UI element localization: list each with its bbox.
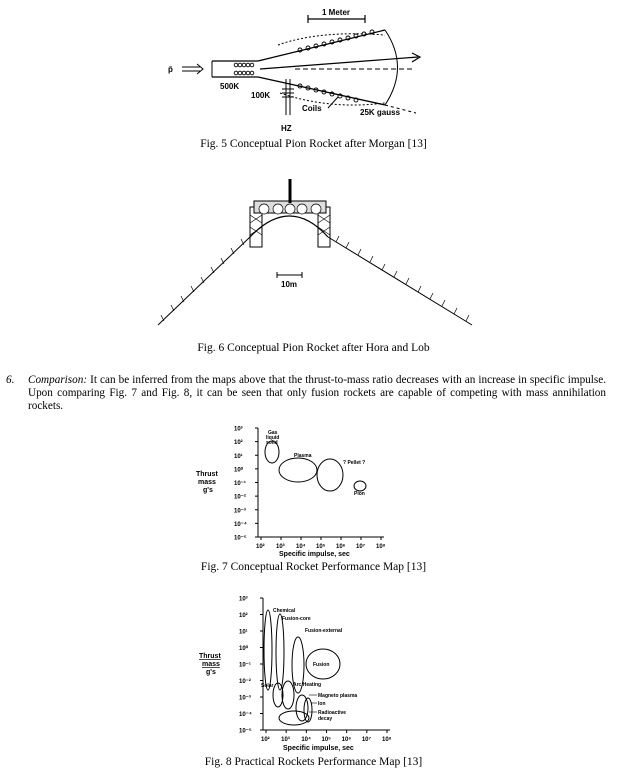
fig8-ytick-label: 10³ xyxy=(239,596,248,603)
fig7-caption: Fig. 7 Conceptual Rocket Performance Map [13] xyxy=(200,561,427,573)
fig7-xtick-label: 10³ xyxy=(276,544,285,550)
fig7-xtick-label: 10⁶ xyxy=(336,544,346,550)
fig7-region-pion xyxy=(354,481,366,491)
fig8-label-radioactive-2: decay xyxy=(318,716,333,722)
fig8-ytick-label: 10⁻² xyxy=(239,679,251,685)
fig7-ytick-label: 10⁻² xyxy=(234,494,246,501)
fig8-label-ion: Ion xyxy=(318,701,326,707)
fig6-diagram xyxy=(150,175,480,330)
fig8-label-solar: Solar xyxy=(261,683,274,689)
fig8-xtick-label: 10² xyxy=(261,737,270,743)
fig8-xtick-label: 10⁸ xyxy=(382,737,392,743)
fig8-ytick-label: 10⁰ xyxy=(239,646,249,652)
fig8-ytick-label: 10⁻¹ xyxy=(239,662,251,669)
fig7-region-pellet xyxy=(317,459,343,491)
fig7-xtick-label: 10⁴ xyxy=(296,544,306,550)
fig7-ytick-label: 10¹ xyxy=(234,453,243,460)
fig7-ytick-label: 10⁻³ xyxy=(234,508,246,515)
fig7-label-liquid: liquid xyxy=(266,435,280,441)
fig7-xtick-label: 10² xyxy=(256,544,265,550)
fig7-ylabel-2: mass xyxy=(198,479,216,486)
fig8-ytick-label: 10¹ xyxy=(239,629,248,636)
fig7-ytick-label: 10⁻¹ xyxy=(234,481,246,487)
fig7-xlabel: Specific impulse, sec xyxy=(279,551,350,558)
fig8-xtick-label: 10⁴ xyxy=(301,737,311,743)
fig8-ytick-label: 10⁻⁴ xyxy=(239,712,252,718)
fig8-ylabel-2: mass xyxy=(202,661,220,668)
fig8-label-radioactive-1: Radioactive xyxy=(318,710,347,716)
fig8-xtick-label: 10⁶ xyxy=(341,737,352,743)
fig5-scale-label: 1 Meter xyxy=(322,8,351,17)
fig7-ylabel-1: Thrust xyxy=(196,471,218,478)
fig8-region-chemical xyxy=(264,610,272,690)
fig8-xtick-label: 10⁷ xyxy=(361,737,371,743)
fig8-ytick-label: 10² xyxy=(239,613,248,619)
fig5-diagram xyxy=(160,5,460,135)
fig7-ytick-label: 10³ xyxy=(234,426,243,433)
fig8-label-fusion-core: Fusion-core xyxy=(282,616,311,622)
fig8-ytick-label: 10⁻³ xyxy=(239,695,251,702)
fig5-100k-label: 100K xyxy=(251,91,271,100)
fig7-xtick-label: 10⁷ xyxy=(356,544,366,550)
fig5-hz-label: HZ xyxy=(281,124,292,133)
fig6-scale-label: 10m xyxy=(281,280,298,289)
fig6-caption: Fig. 6 Conceptual Pion Rocket after Hora and Lob xyxy=(197,342,430,354)
fig8-ylabel-3: g's xyxy=(206,669,216,676)
fig8-label-fusion-external: Fusion-external xyxy=(305,628,343,634)
fig8-xtick-label: 10⁵ xyxy=(321,737,331,743)
fig7-xtick-label: 10⁸ xyxy=(376,544,386,550)
fig8-xlabel: Specific impulse, sec xyxy=(283,745,354,752)
fig8-ytick-label: 10⁻⁵ xyxy=(239,728,252,735)
fig8-chart xyxy=(190,590,405,755)
fig5-coils-label: Coils xyxy=(302,104,322,113)
fig8-ylabel-1: Thrust xyxy=(199,653,221,660)
fig8-label-arc: Arc Heating xyxy=(293,682,322,688)
fig5-caption: Fig. 5 Conceptual Pion Rocket after Morgan [13] xyxy=(200,138,427,150)
fig8-label-fusion: Fusion xyxy=(313,662,330,668)
fig7-label-pellet: ? Pellet ? xyxy=(343,460,366,466)
comparison-number: 6. xyxy=(6,374,15,386)
comparison-text: It can be inferred from the maps above that the thrust-to-mass ratio decreases with an increase in specific impulse. Upon comparing Fig. 7 and Fig. 8, it can be seen that only fusion rockets are capable of competing with mass annihilation rockets. xyxy=(28,374,606,412)
fig5-500k-label: 500K xyxy=(220,82,240,91)
fig7-ytick-label: 10² xyxy=(234,440,243,447)
fig7-ytick-label: 10⁰ xyxy=(234,467,244,474)
fig7-xtick-label: 10⁵ xyxy=(316,544,326,550)
comparison-heading: Comparison: xyxy=(28,374,88,386)
fig7-label-solid: solid xyxy=(266,440,278,446)
comparison-paragraph xyxy=(6,374,606,413)
fig7-label-gas: Gas xyxy=(268,430,278,436)
fig7-label-plasma: Plasma xyxy=(294,453,312,459)
fig5-pbar-label: p̄ xyxy=(168,65,173,74)
fig7-ytick-label: 10⁻⁵ xyxy=(234,535,247,542)
fig8-label-chemical: Chemical xyxy=(273,608,296,614)
fig7-ytick-label: 10⁻⁴ xyxy=(234,521,247,528)
fig8-label-magneto: Magneto plasma xyxy=(318,693,358,699)
fig7-chart xyxy=(190,420,400,560)
fig7-ylabel-3: g's xyxy=(203,487,213,494)
fig7-label-pion: Pion xyxy=(354,491,365,497)
fig8-caption: Fig. 8 Practical Rockets Performance Map [13] xyxy=(204,756,423,768)
fig7-region-plasma xyxy=(279,458,317,482)
fig5-gauss-label: 25K gauss xyxy=(360,108,401,117)
fig8-region-fusion-core xyxy=(276,614,284,690)
fig8-xtick-label: 10³ xyxy=(281,737,290,743)
